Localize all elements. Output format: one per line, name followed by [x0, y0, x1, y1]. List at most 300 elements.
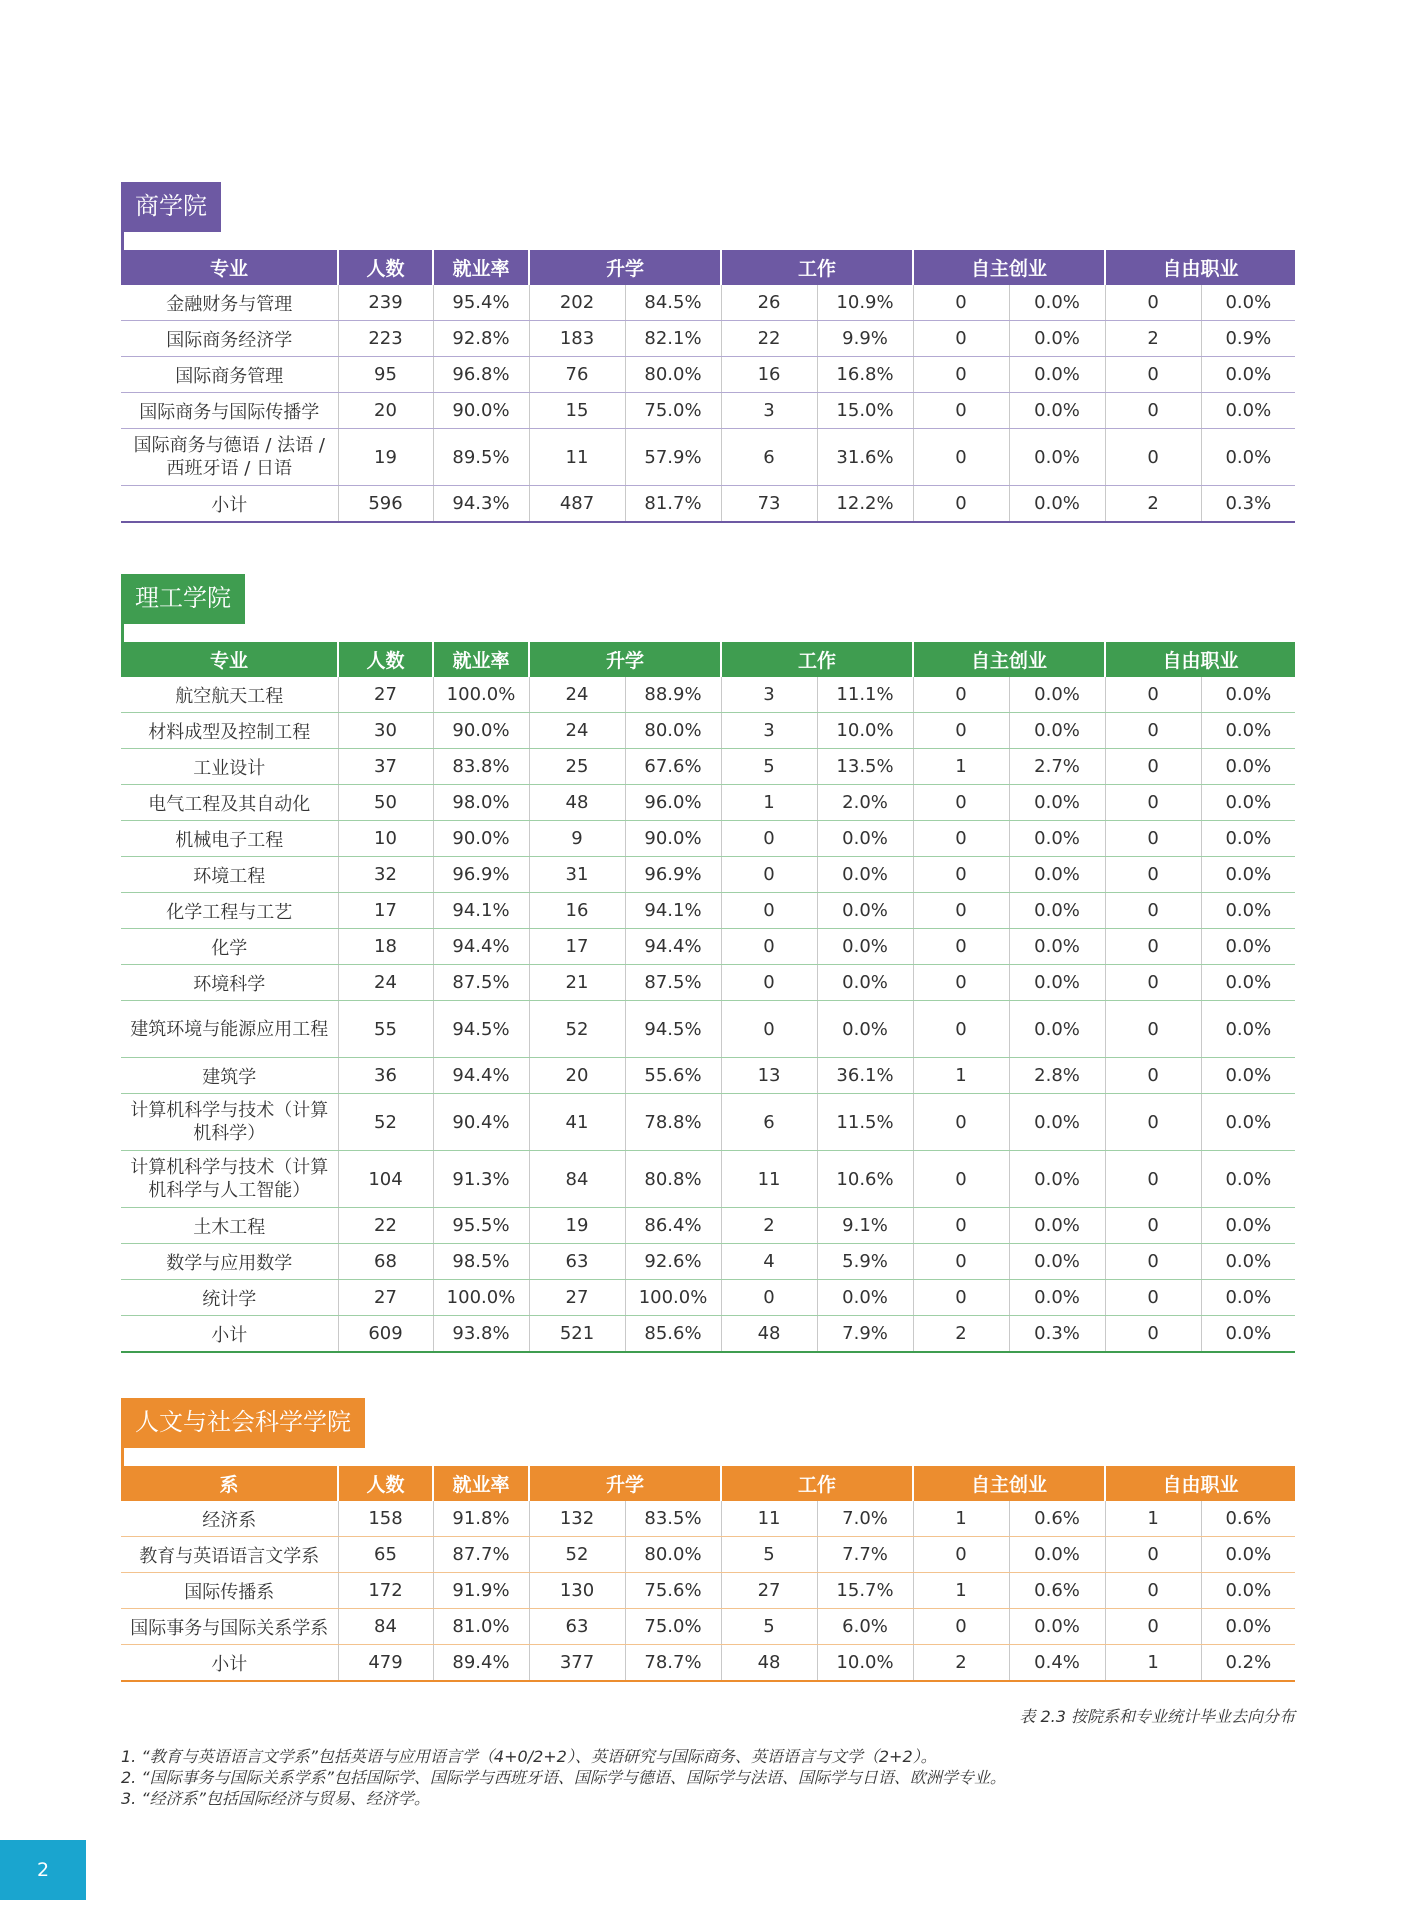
further-study-count-cell: 48 — [529, 785, 625, 821]
further-study-count-cell: 183 — [529, 321, 625, 357]
further-study-count-cell: 31 — [529, 857, 625, 893]
self-employed-count-cell: 0 — [913, 857, 1009, 893]
count-cell: 30 — [338, 713, 433, 749]
self-employed-rate-cell: 0.0% — [1009, 393, 1105, 429]
self-employed-count-cell: 0 — [913, 429, 1009, 486]
freelance-count-cell: 0 — [1105, 1208, 1201, 1244]
header-further-study: 升学 — [529, 642, 721, 677]
header-freelance: 自由职业 — [1105, 1466, 1295, 1501]
header-freelance: 自由职业 — [1105, 642, 1295, 677]
further-study-count-cell: 132 — [529, 1501, 625, 1537]
table-row — [121, 1094, 1295, 1151]
freelance-count-cell: 0 — [1105, 429, 1201, 486]
freelance-count-cell: 0 — [1105, 713, 1201, 749]
subtotal-row — [121, 486, 1295, 523]
further-study-rate-cell: 87.5% — [625, 965, 721, 1001]
count-cell: 84 — [338, 1609, 433, 1645]
freelance-rate-cell: 0.0% — [1201, 1058, 1295, 1094]
further-study-rate-cell: 100.0% — [625, 1280, 721, 1316]
major-name-cell: 统计学 — [121, 1280, 338, 1316]
work-rate-cell: 15.0% — [817, 393, 913, 429]
work-rate-cell: 36.1% — [817, 1058, 913, 1094]
major-name-cell: 国际商务与国际传播学 — [121, 393, 338, 429]
freelance-count-cell: 0 — [1105, 857, 1201, 893]
freelance-rate-cell: 0.0% — [1201, 713, 1295, 749]
freelance-rate-cell: 0.0% — [1201, 893, 1295, 929]
table-row — [121, 357, 1295, 393]
count-cell: 50 — [338, 785, 433, 821]
further-study-count-cell: 130 — [529, 1573, 625, 1609]
further-study-rate-cell: 94.5% — [625, 1001, 721, 1058]
employment-rate-cell: 91.3% — [433, 1151, 529, 1208]
further-study-rate-cell: 92.6% — [625, 1244, 721, 1280]
freelance-rate-cell: 0.0% — [1201, 1316, 1295, 1353]
engineering-school-table — [121, 642, 1295, 1353]
freelance-rate-cell: 0.0% — [1201, 1094, 1295, 1151]
section-divider — [121, 230, 1295, 250]
self-employed-count-cell: 0 — [913, 677, 1009, 713]
count-cell: 68 — [338, 1244, 433, 1280]
count-cell: 52 — [338, 1094, 433, 1151]
employment-rate-cell: 94.3% — [433, 486, 529, 523]
further-study-rate-cell: 85.6% — [625, 1316, 721, 1353]
header-employment-rate: 就业率 — [433, 250, 529, 285]
self-employed-count-cell: 2 — [913, 1645, 1009, 1682]
table-row — [121, 1244, 1295, 1280]
work-count-cell: 48 — [721, 1645, 817, 1682]
employment-rate-cell: 98.5% — [433, 1244, 529, 1280]
self-employed-rate-cell: 0.0% — [1009, 677, 1105, 713]
self-employed-rate-cell: 0.0% — [1009, 285, 1105, 321]
self-employed-count-cell: 0 — [913, 321, 1009, 357]
freelance-rate-cell: 0.0% — [1201, 1244, 1295, 1280]
further-study-count-cell: 52 — [529, 1537, 625, 1573]
work-rate-cell: 15.7% — [817, 1573, 913, 1609]
further-study-rate-cell: 80.0% — [625, 1537, 721, 1573]
employment-rate-cell: 91.9% — [433, 1573, 529, 1609]
further-study-count-cell: 202 — [529, 285, 625, 321]
work-rate-cell: 9.1% — [817, 1208, 913, 1244]
further-study-count-cell: 27 — [529, 1280, 625, 1316]
work-count-cell: 73 — [721, 486, 817, 523]
further-study-rate-cell: 86.4% — [625, 1208, 721, 1244]
work-rate-cell: 6.0% — [817, 1609, 913, 1645]
self-employed-count-cell: 0 — [913, 1151, 1009, 1208]
freelance-rate-cell: 0.0% — [1201, 1151, 1295, 1208]
self-employed-rate-cell: 2.7% — [1009, 749, 1105, 785]
work-count-cell: 3 — [721, 677, 817, 713]
further-study-count-cell: 76 — [529, 357, 625, 393]
self-employed-rate-cell: 0.0% — [1009, 821, 1105, 857]
employment-rate-cell: 100.0% — [433, 1280, 529, 1316]
table-row — [121, 321, 1295, 357]
header-self-employed: 自主创业 — [913, 1466, 1105, 1501]
self-employed-count-cell: 0 — [913, 893, 1009, 929]
business-school-section — [121, 182, 1295, 523]
further-study-count-cell: 521 — [529, 1316, 625, 1353]
header-major: 专业 — [121, 642, 338, 677]
count-cell: 37 — [338, 749, 433, 785]
work-rate-cell: 9.9% — [817, 321, 913, 357]
count-cell: 10 — [338, 821, 433, 857]
work-count-cell: 4 — [721, 1244, 817, 1280]
header-work: 工作 — [721, 250, 913, 285]
subtotal-row — [121, 1645, 1295, 1682]
freelance-rate-cell: 0.0% — [1201, 677, 1295, 713]
freelance-rate-cell: 0.0% — [1201, 929, 1295, 965]
table-row — [121, 1501, 1295, 1537]
self-employed-rate-cell: 0.0% — [1009, 713, 1105, 749]
major-name-cell: 国际事务与国际关系学系 — [121, 1609, 338, 1645]
self-employed-rate-cell: 0.0% — [1009, 1208, 1105, 1244]
self-employed-count-cell: 0 — [913, 1001, 1009, 1058]
freelance-count-cell: 0 — [1105, 677, 1201, 713]
footnote-3: 3. “经济系”包括国际经济与贸易、经济学。 — [121, 1789, 430, 1808]
freelance-rate-cell: 0.9% — [1201, 321, 1295, 357]
freelance-rate-cell: 0.0% — [1201, 785, 1295, 821]
engineering-school-section — [121, 574, 1295, 1353]
count-cell: 65 — [338, 1537, 433, 1573]
table-row — [121, 1001, 1295, 1058]
employment-rate-cell: 94.4% — [433, 929, 529, 965]
self-employed-count-cell: 0 — [913, 1537, 1009, 1573]
humanities-school-title: 人文与社会科学学院 — [121, 1398, 365, 1448]
further-study-count-cell: 24 — [529, 677, 625, 713]
table-row — [121, 749, 1295, 785]
employment-rate-cell: 90.4% — [433, 1094, 529, 1151]
work-rate-cell: 7.0% — [817, 1501, 913, 1537]
self-employed-count-cell: 0 — [913, 285, 1009, 321]
self-employed-count-cell: 0 — [913, 821, 1009, 857]
further-study-rate-cell: 82.1% — [625, 321, 721, 357]
footnotes — [121, 1746, 1295, 1809]
business-school-table — [121, 250, 1295, 523]
header-employment-rate: 就业率 — [433, 1466, 529, 1501]
work-count-cell: 1 — [721, 785, 817, 821]
freelance-rate-cell: 0.3% — [1201, 486, 1295, 523]
major-name-cell: 土木工程 — [121, 1208, 338, 1244]
further-study-count-cell: 84 — [529, 1151, 625, 1208]
employment-rate-cell: 89.4% — [433, 1645, 529, 1682]
freelance-count-cell: 0 — [1105, 393, 1201, 429]
work-rate-cell: 5.9% — [817, 1244, 913, 1280]
self-employed-rate-cell: 0.3% — [1009, 1316, 1105, 1353]
table-row — [121, 1280, 1295, 1316]
work-count-cell: 22 — [721, 321, 817, 357]
work-count-cell: 48 — [721, 1316, 817, 1353]
freelance-count-cell: 1 — [1105, 1645, 1201, 1682]
table-caption: 表 2.3 按院系和专业统计毕业去向分布 — [1019, 1707, 1295, 1726]
count-cell: 596 — [338, 486, 433, 523]
self-employed-count-cell: 0 — [913, 785, 1009, 821]
self-employed-rate-cell: 0.0% — [1009, 1537, 1105, 1573]
major-name-cell: 机械电子工程 — [121, 821, 338, 857]
freelance-count-cell: 0 — [1105, 1058, 1201, 1094]
freelance-count-cell: 0 — [1105, 357, 1201, 393]
further-study-count-cell: 15 — [529, 393, 625, 429]
further-study-count-cell: 19 — [529, 1208, 625, 1244]
self-employed-rate-cell: 0.0% — [1009, 857, 1105, 893]
table-row — [121, 821, 1295, 857]
employment-rate-cell: 90.0% — [433, 393, 529, 429]
humanities-school-table — [121, 1466, 1295, 1682]
freelance-count-cell: 0 — [1105, 1573, 1201, 1609]
count-cell: 18 — [338, 929, 433, 965]
further-study-rate-cell: 78.8% — [625, 1094, 721, 1151]
work-rate-cell: 2.0% — [817, 785, 913, 821]
work-rate-cell: 13.5% — [817, 749, 913, 785]
header-freelance: 自由职业 — [1105, 250, 1295, 285]
self-employed-rate-cell: 0.0% — [1009, 486, 1105, 523]
self-employed-rate-cell: 0.0% — [1009, 321, 1105, 357]
section-divider — [121, 1446, 1295, 1466]
header-self-employed: 自主创业 — [913, 642, 1105, 677]
employment-rate-cell: 90.0% — [433, 821, 529, 857]
table-row — [121, 1537, 1295, 1573]
self-employed-rate-cell: 0.6% — [1009, 1573, 1105, 1609]
work-count-cell: 3 — [721, 393, 817, 429]
self-employed-count-cell: 1 — [913, 1501, 1009, 1537]
self-employed-rate-cell: 0.4% — [1009, 1645, 1105, 1682]
self-employed-rate-cell: 0.0% — [1009, 429, 1105, 486]
self-employed-rate-cell: 0.0% — [1009, 929, 1105, 965]
work-count-cell: 0 — [721, 893, 817, 929]
freelance-count-cell: 0 — [1105, 929, 1201, 965]
self-employed-rate-cell: 0.0% — [1009, 1244, 1105, 1280]
footnote-2: 2. “国际事务与国际关系学系”包括国际学、国际学与西班牙语、国际学与德语、国际学与法语、国际学与日语、欧洲学专业。 — [121, 1768, 1006, 1787]
count-cell: 32 — [338, 857, 433, 893]
further-study-count-cell: 25 — [529, 749, 625, 785]
major-name-cell: 国际传播系 — [121, 1573, 338, 1609]
work-count-cell: 5 — [721, 1609, 817, 1645]
count-cell: 22 — [338, 1208, 433, 1244]
employment-rate-cell: 90.0% — [433, 713, 529, 749]
major-name-cell: 国际商务管理 — [121, 357, 338, 393]
work-rate-cell: 0.0% — [817, 821, 913, 857]
self-employed-count-cell: 0 — [913, 1094, 1009, 1151]
count-cell: 27 — [338, 677, 433, 713]
count-cell: 27 — [338, 1280, 433, 1316]
work-rate-cell: 0.0% — [817, 1280, 913, 1316]
work-count-cell: 3 — [721, 713, 817, 749]
table-row — [121, 1151, 1295, 1208]
freelance-count-cell: 2 — [1105, 321, 1201, 357]
freelance-rate-cell: 0.0% — [1201, 965, 1295, 1001]
freelance-count-cell: 0 — [1105, 749, 1201, 785]
work-count-cell: 26 — [721, 285, 817, 321]
self-employed-count-cell: 0 — [913, 929, 1009, 965]
employment-rate-cell: 89.5% — [433, 429, 529, 486]
self-employed-count-cell: 0 — [913, 1280, 1009, 1316]
freelance-rate-cell: 0.0% — [1201, 1609, 1295, 1645]
freelance-count-cell: 0 — [1105, 285, 1201, 321]
work-count-cell: 11 — [721, 1151, 817, 1208]
freelance-rate-cell: 0.0% — [1201, 393, 1295, 429]
employment-rate-cell: 98.0% — [433, 785, 529, 821]
self-employed-count-cell: 1 — [913, 1573, 1009, 1609]
further-study-count-cell: 24 — [529, 713, 625, 749]
freelance-rate-cell: 0.0% — [1201, 857, 1295, 893]
header-further-study: 升学 — [529, 1466, 721, 1501]
further-study-rate-cell: 80.0% — [625, 357, 721, 393]
further-study-count-cell: 11 — [529, 429, 625, 486]
table-row — [121, 285, 1295, 321]
employment-rate-cell: 96.8% — [433, 357, 529, 393]
further-study-rate-cell: 84.5% — [625, 285, 721, 321]
count-cell: 20 — [338, 393, 433, 429]
employment-rate-cell: 94.4% — [433, 1058, 529, 1094]
self-employed-rate-cell: 0.0% — [1009, 357, 1105, 393]
work-count-cell: 6 — [721, 1094, 817, 1151]
table-row — [121, 677, 1295, 713]
self-employed-rate-cell: 0.6% — [1009, 1501, 1105, 1537]
employment-rate-cell: 91.8% — [433, 1501, 529, 1537]
major-name-cell: 教育与英语语言文学系 — [121, 1537, 338, 1573]
work-rate-cell: 10.6% — [817, 1151, 913, 1208]
table-row — [121, 893, 1295, 929]
work-count-cell: 5 — [721, 749, 817, 785]
table-row — [121, 965, 1295, 1001]
work-count-cell: 27 — [721, 1573, 817, 1609]
further-study-count-cell: 20 — [529, 1058, 625, 1094]
major-name-cell: 国际商务与德语 / 法语 / 西班牙语 / 日语 — [121, 429, 338, 486]
table-row — [121, 857, 1295, 893]
self-employed-rate-cell: 0.0% — [1009, 1001, 1105, 1058]
self-employed-rate-cell: 0.0% — [1009, 965, 1105, 1001]
count-cell: 36 — [338, 1058, 433, 1094]
freelance-count-cell: 0 — [1105, 821, 1201, 857]
table-row — [121, 785, 1295, 821]
major-name-cell: 航空航天工程 — [121, 677, 338, 713]
further-study-rate-cell: 75.6% — [625, 1573, 721, 1609]
table-row — [121, 1609, 1295, 1645]
self-employed-rate-cell: 0.0% — [1009, 1280, 1105, 1316]
employment-rate-cell: 93.8% — [433, 1316, 529, 1353]
further-study-count-cell: 16 — [529, 893, 625, 929]
employment-rate-cell: 87.7% — [433, 1537, 529, 1573]
further-study-count-cell: 52 — [529, 1001, 625, 1058]
employment-rate-cell: 94.5% — [433, 1001, 529, 1058]
work-rate-cell: 12.2% — [817, 486, 913, 523]
self-employed-count-cell: 0 — [913, 486, 1009, 523]
section-divider — [121, 622, 1295, 642]
employment-rate-cell: 95.4% — [433, 285, 529, 321]
self-employed-count-cell: 0 — [913, 965, 1009, 1001]
header-self-employed: 自主创业 — [913, 250, 1105, 285]
subtotal-row — [121, 1316, 1295, 1353]
count-cell: 223 — [338, 321, 433, 357]
count-cell: 55 — [338, 1001, 433, 1058]
self-employed-count-cell: 0 — [913, 1208, 1009, 1244]
self-employed-count-cell: 0 — [913, 1244, 1009, 1280]
count-cell: 239 — [338, 285, 433, 321]
header-count: 人数 — [338, 642, 433, 677]
further-study-rate-cell: 90.0% — [625, 821, 721, 857]
table-row — [121, 1058, 1295, 1094]
employment-rate-cell: 95.5% — [433, 1208, 529, 1244]
work-count-cell: 0 — [721, 1280, 817, 1316]
major-name-cell: 小计 — [121, 486, 338, 523]
freelance-count-cell: 0 — [1105, 1316, 1201, 1353]
freelance-rate-cell: 0.0% — [1201, 1537, 1295, 1573]
work-count-cell: 0 — [721, 965, 817, 1001]
work-rate-cell: 7.7% — [817, 1537, 913, 1573]
freelance-rate-cell: 0.0% — [1201, 1280, 1295, 1316]
work-rate-cell: 0.0% — [817, 965, 913, 1001]
further-study-rate-cell: 67.6% — [625, 749, 721, 785]
further-study-count-cell: 377 — [529, 1645, 625, 1682]
freelance-rate-cell: 0.0% — [1201, 821, 1295, 857]
freelance-count-cell: 0 — [1105, 1244, 1201, 1280]
self-employed-rate-cell: 0.0% — [1009, 1094, 1105, 1151]
further-study-count-cell: 41 — [529, 1094, 625, 1151]
count-cell: 479 — [338, 1645, 433, 1682]
major-name-cell: 化学工程与工艺 — [121, 893, 338, 929]
freelance-rate-cell: 0.0% — [1201, 1573, 1295, 1609]
further-study-rate-cell: 78.7% — [625, 1645, 721, 1682]
freelance-rate-cell: 0.0% — [1201, 1001, 1295, 1058]
self-employed-rate-cell: 0.0% — [1009, 1151, 1105, 1208]
further-study-rate-cell: 94.1% — [625, 893, 721, 929]
further-study-rate-cell: 94.4% — [625, 929, 721, 965]
work-rate-cell: 16.8% — [817, 357, 913, 393]
work-rate-cell: 0.0% — [817, 893, 913, 929]
further-study-rate-cell: 88.9% — [625, 677, 721, 713]
freelance-rate-cell: 0.0% — [1201, 429, 1295, 486]
work-count-cell: 5 — [721, 1537, 817, 1573]
freelance-rate-cell: 0.0% — [1201, 749, 1295, 785]
further-study-count-cell: 17 — [529, 929, 625, 965]
self-employed-count-cell: 0 — [913, 393, 1009, 429]
freelance-count-cell: 0 — [1105, 1001, 1201, 1058]
header-count: 人数 — [338, 1466, 433, 1501]
further-study-count-cell: 63 — [529, 1609, 625, 1645]
employment-rate-cell: 94.1% — [433, 893, 529, 929]
work-rate-cell: 11.1% — [817, 677, 913, 713]
header-employment-rate: 就业率 — [433, 642, 529, 677]
work-rate-cell: 0.0% — [817, 857, 913, 893]
self-employed-count-cell: 0 — [913, 357, 1009, 393]
major-name-cell: 建筑学 — [121, 1058, 338, 1094]
work-count-cell: 11 — [721, 1501, 817, 1537]
freelance-count-cell: 0 — [1105, 965, 1201, 1001]
count-cell: 17 — [338, 893, 433, 929]
work-rate-cell: 0.0% — [817, 929, 913, 965]
further-study-rate-cell: 80.0% — [625, 713, 721, 749]
major-name-cell: 数学与应用数学 — [121, 1244, 338, 1280]
count-cell: 172 — [338, 1573, 433, 1609]
further-study-rate-cell: 55.6% — [625, 1058, 721, 1094]
work-count-cell: 16 — [721, 357, 817, 393]
further-study-count-cell: 9 — [529, 821, 625, 857]
count-cell: 609 — [338, 1316, 433, 1353]
self-employed-count-cell: 0 — [913, 1609, 1009, 1645]
further-study-rate-cell: 83.5% — [625, 1501, 721, 1537]
self-employed-rate-cell: 2.8% — [1009, 1058, 1105, 1094]
count-cell: 24 — [338, 965, 433, 1001]
header-work: 工作 — [721, 642, 913, 677]
major-name-cell: 计算机科学与技术（计算机科学） — [121, 1094, 338, 1151]
major-name-cell: 工业设计 — [121, 749, 338, 785]
freelance-count-cell: 0 — [1105, 1094, 1201, 1151]
self-employed-rate-cell: 0.0% — [1009, 785, 1105, 821]
self-employed-count-cell: 2 — [913, 1316, 1009, 1353]
further-study-rate-cell: 75.0% — [625, 1609, 721, 1645]
freelance-count-cell: 2 — [1105, 486, 1201, 523]
further-study-rate-cell: 96.9% — [625, 857, 721, 893]
table-row — [121, 713, 1295, 749]
work-count-cell: 0 — [721, 857, 817, 893]
